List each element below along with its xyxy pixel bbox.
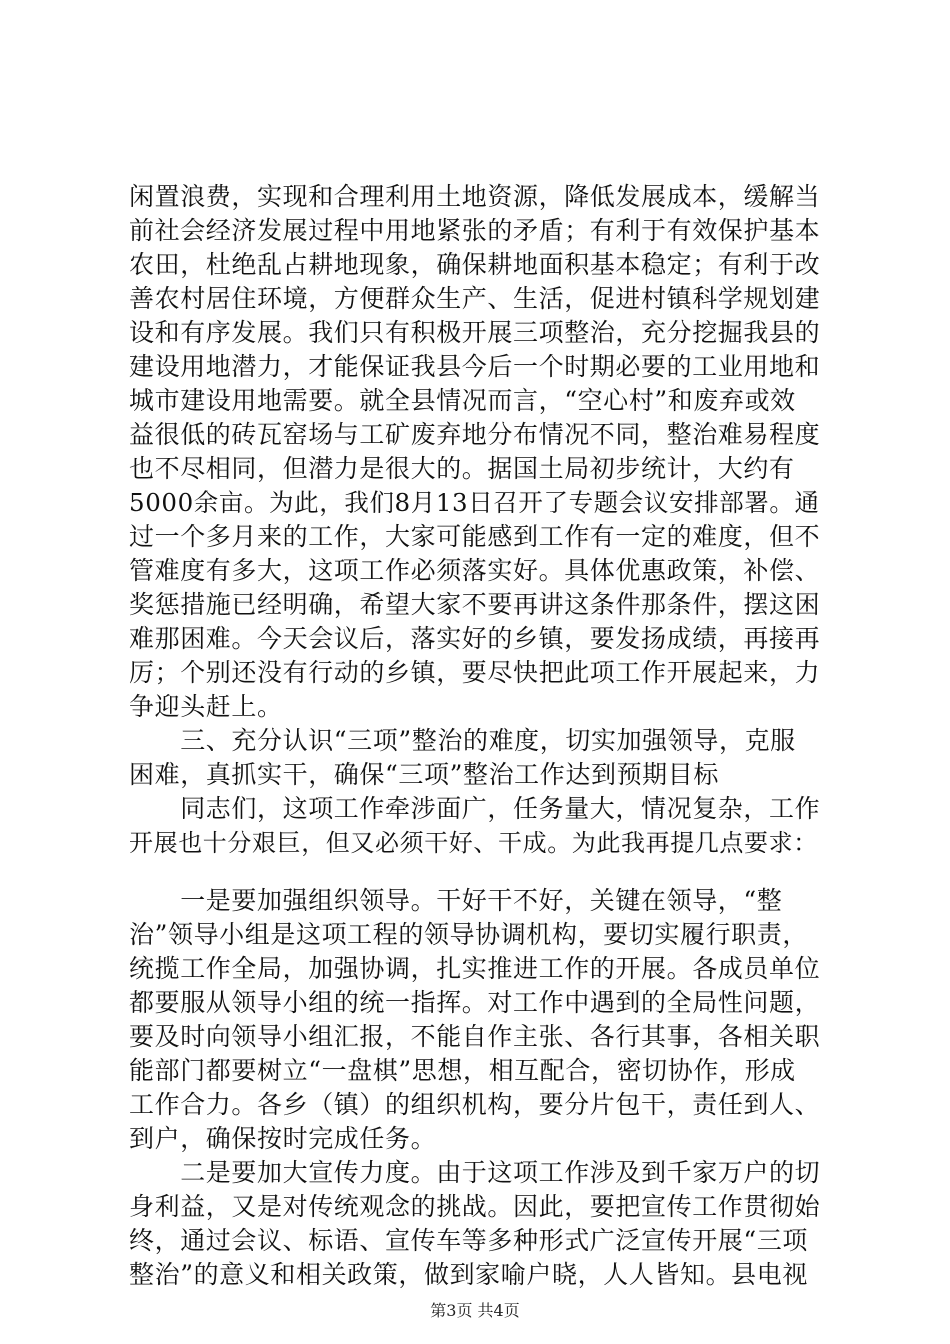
body-line: 要及时向领导小组汇报，不能自作主张、各行其事，各相关职: [129, 1022, 821, 1051]
body-line: 闲置浪费，实现和合理利用土地资源，降低发展成本，缓解当: [129, 182, 821, 211]
body-line: 建设用地潜力，才能保证我县今后一个时期必要的工业用地和: [129, 352, 821, 381]
body-line: 前社会经济发展过程中用地紧张的矛盾；有利于有效保护基本: [129, 216, 821, 245]
body-line: 设和有序发展。我们只有积极开展三项整治，充分挖掘我县的: [129, 318, 821, 347]
body-line: 都要服从领导小组的统一指挥。对工作中遇到的全局性问题，: [129, 988, 821, 1017]
section-heading-line: 三、充分认识“三项”整治的难度，切实加强领导，克服: [129, 726, 796, 755]
body-line: 益很低的砖瓦窑场与工矿废弃地分布情况不同，整治难易程度: [129, 420, 821, 449]
body-line: 同志们，这项工作牵涉面广，任务量大，情况复杂，工作: [129, 794, 821, 823]
body-line: 一是要加强组织领导。干好干不好，关键在领导，“整: [129, 886, 783, 915]
body-line: 能部门都要树立“一盘棋”思想，相互配合，密切协作，形成: [129, 1056, 796, 1085]
body-line: 终，通过会议、标语、宣传车等多种形式广泛宣传开展“三项: [129, 1226, 808, 1255]
body-line: 整治”的意义和相关政策，做到家喻户晓，人人皆知。县电视: [129, 1260, 808, 1289]
body-line: 到户，确保按时完成任务。: [129, 1124, 437, 1153]
body-line: 城市建设用地需要。就全县情况而言，“空心村”和废弃或效: [129, 386, 796, 415]
body-line: 身利益，又是对传统观念的挑战。因此，要把宣传工作贯彻始: [129, 1192, 821, 1221]
section-heading-line: 困难，真抓实干，确保“三项”整治工作达到预期目标: [129, 760, 719, 789]
body-line: 管难度有多大，这项工作必须落实好。具体优惠政策，补偿、: [129, 556, 821, 585]
body-line: 争迎头赶上。: [129, 692, 283, 721]
body-line: 厉；个别还没有行动的乡镇，要尽快把此项工作开展起来，力: [129, 658, 821, 687]
body-line: 开展也十分艰巨，但又必须干好、干成。为此我再提几点要求：: [129, 829, 818, 857]
body-line: 难那困难。今天会议后，落实好的乡镇，要发扬成绩，再接再: [129, 624, 821, 653]
body-line: 5000余亩。为此，我们8月13日召开了专题会议安排部署。通: [129, 488, 820, 517]
body-line: 也不尽相同，但潜力是很大的。据国土局初步统计，大约有: [129, 454, 795, 483]
page-footer: 第3页 共4页: [430, 1301, 520, 1320]
body-line: 过一个多月来的工作，大家可能感到工作有一定的难度，但不: [129, 522, 821, 551]
body-line: 奖惩措施已经明确，希望大家不要再讲这条件那条件，摆这困: [129, 590, 821, 619]
body-line: 治”领导小组是这项工程的领导协调机构，要切实履行职责，: [129, 920, 808, 949]
body-line: 二是要加大宣传力度。由于这项工作涉及到千家万户的切: [129, 1158, 821, 1187]
body-line: 工作合力。各乡（镇）的组织机构，要分片包干，责任到人、: [129, 1090, 821, 1119]
body-line: 善农村居住环境，方便群众生产、生活，促进村镇科学规划建: [129, 284, 821, 313]
body-line: 农田，杜绝乱占耕地现象，确保耕地面积基本稳定；有利于改: [129, 250, 821, 279]
body-line: 统揽工作全局，加强协调，扎实推进工作的开展。各成员单位: [129, 954, 821, 983]
